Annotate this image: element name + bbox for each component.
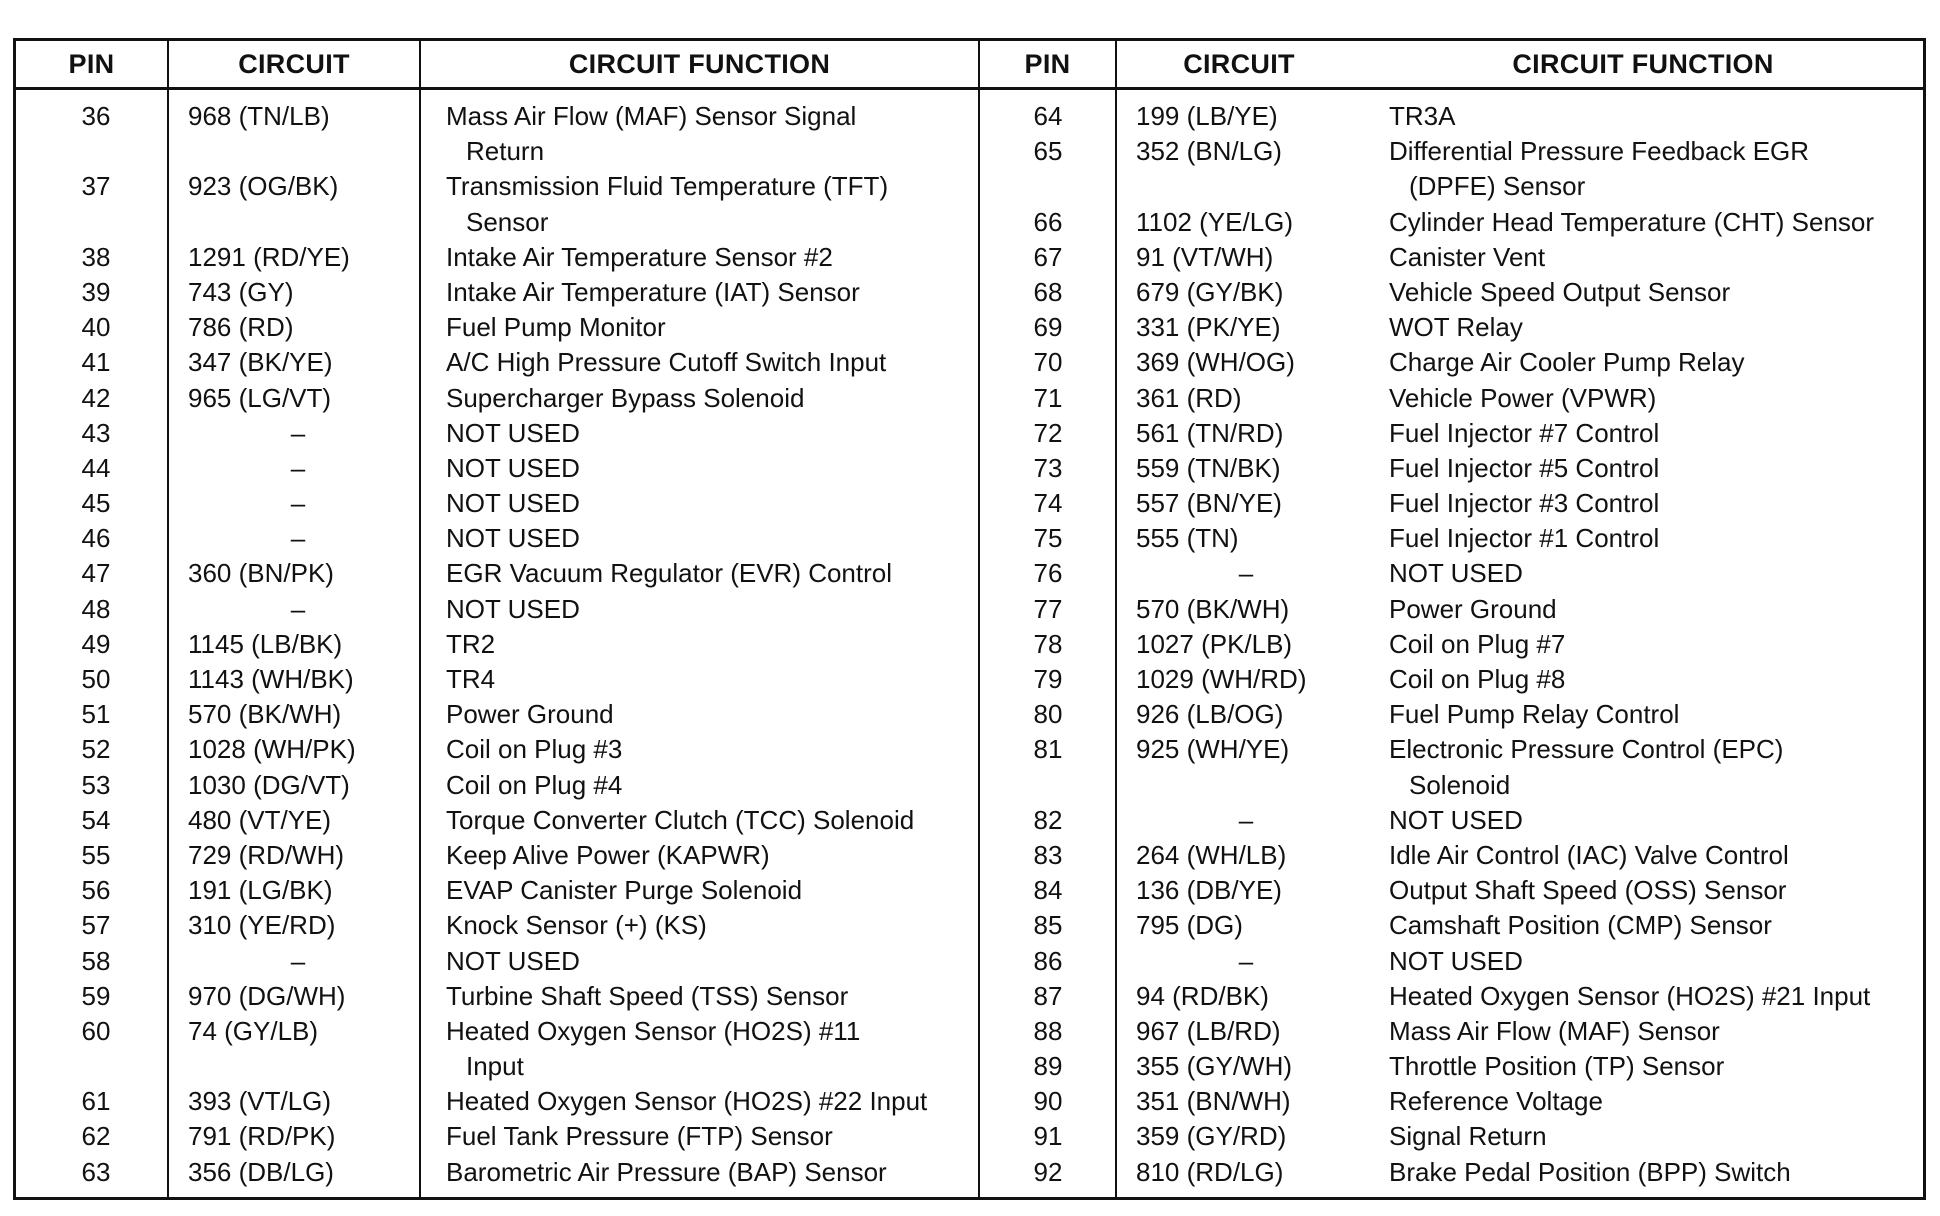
circuit-code: 561 (TN/RD) [1136,417,1284,448]
circuit-code: 331 (PK/YE) [1136,312,1281,343]
circuit-function: Power Ground [1389,593,1557,624]
pin-number: 67 [1033,241,1063,272]
circuit-code: – [290,523,306,554]
pin-number: 37 [81,171,111,202]
header-circuit-right: CIRCUIT [1183,48,1295,79]
circuit-function: Camshaft Position (CMP) Sensor [1389,910,1772,941]
pin-number: 47 [81,558,111,589]
circuit-code: 1028 (WH/PK) [188,734,356,765]
pin-number: 45 [81,488,111,519]
circuit-function: Charge Air Cooler Pump Relay [1389,347,1745,378]
pin-number: 55 [81,839,111,870]
circuit-code: 570 (BK/WH) [188,699,342,730]
pin-number: 57 [81,910,111,941]
circuit-code: 352 (BN/LG) [1136,136,1282,167]
pin-number: 74 [1033,488,1063,519]
pin-number: 39 [81,276,111,307]
circuit-code: 74 (GY/LB) [188,1015,319,1046]
pin-number: 68 [1033,276,1063,307]
circuit-function: Turbine Shaft Speed (TSS) Sensor [446,980,849,1011]
circuit-code: – [290,417,306,448]
circuit-code: 136 (DB/YE) [1136,875,1282,906]
pin-number: 73 [1033,452,1063,483]
circuit-code: 1030 (DG/VT) [188,769,350,800]
circuit-function: Fuel Injector #1 Control [1389,523,1660,554]
pin-number: 70 [1033,347,1063,378]
circuit-code: 1029 (WH/RD) [1136,664,1307,694]
spacer [46,134,146,169]
circuit-code: 480 (VT/YE) [188,804,332,835]
circuit-code: 925 (WH/YE) [1136,734,1290,765]
pin-number: 75 [1033,523,1063,554]
circuit-code: 679 (GY/BK) [1136,276,1284,307]
header-circuit-left: CIRCUIT [238,48,350,79]
circuit-code: 968 (TN/LB) [188,101,330,131]
circuit-function: EVAP Canister Purge Solenoid [446,875,803,906]
circuit-code: 356 (DB/LG) [188,1156,334,1187]
pin-number: 44 [81,452,111,483]
circuit-code: 369 (WH/OG) [1136,347,1295,378]
pin-number: 40 [81,312,111,343]
circuit-code: 310 (YE/RD) [188,910,336,941]
pin-number: 71 [1033,382,1063,413]
pin-number: 42 [81,382,111,413]
circuit-function: Fuel Tank Pressure (FTP) Sensor [446,1121,833,1152]
header-pin-right: PIN [1024,48,1071,79]
circuit-code: 351 (BN/WH) [1136,1086,1291,1117]
circuit-code: 359 (GY/RD) [1136,1121,1287,1152]
pin-number: 36 [81,101,111,131]
pin-number: 38 [81,241,111,272]
circuit-function: Intake Air Temperature Sensor #2 [446,241,833,272]
circuit-code: 795 (DG) [1136,910,1243,941]
circuit-function: A/C High Pressure Cutoff Switch Input [446,347,887,378]
circuit-function: (DPFE) Sensor [1409,171,1586,202]
circuit-function: TR2 [446,628,496,659]
pin-number: 87 [1033,980,1063,1011]
circuit-code: 94 (RD/BK) [1136,980,1269,1011]
circuit-code: 559 (TN/BK) [1136,452,1281,483]
column-divider [978,41,980,1197]
pin-number: 60 [81,1015,111,1046]
circuit-function: Cylinder Head Temperature (CHT) Sensor [1389,206,1875,237]
circuit-function: NOT USED [446,523,580,554]
pin-number: 78 [1033,628,1063,659]
circuit-function: NOT USED [1389,804,1523,835]
circuit-column-left [188,99,408,1190]
circuit-function: Fuel Injector #3 Control [1389,488,1660,519]
pin-number: 62 [81,1121,111,1152]
pin-number: 66 [1033,206,1063,237]
circuit-code: 91 (VT/WH) [1136,241,1274,272]
circuit-code: 743 (GY) [188,276,294,307]
pin-number: 81 [1033,734,1063,765]
pin-number: 84 [1033,875,1063,906]
circuit-function: NOT USED [1389,558,1523,589]
circuit-code: – [1238,804,1254,835]
pin-number: 63 [81,1156,111,1187]
spacer [46,1049,146,1084]
spacer [998,768,1098,803]
pin-number: 61 [81,1086,111,1117]
circuit-function: NOT USED [446,452,580,483]
circuit-code: 355 (GY/WH) [1136,1051,1293,1082]
circuit-function: Fuel Pump Monitor [446,312,666,343]
circuit-code: – [290,593,306,624]
circuit-function: NOT USED [446,488,580,519]
column-divider [1115,41,1117,1197]
circuit-function: Signal Return [1389,1121,1547,1152]
circuit-function: Heated Oxygen Sensor (HO2S) #21 Input [1389,980,1871,1011]
circuit-code: 1027 (PK/LB) [1136,628,1293,659]
circuit-code: 810 (RD/LG) [1136,1156,1284,1187]
circuit-function: NOT USED [446,945,580,976]
circuit-function: Coil on Plug #7 [1389,628,1566,659]
circuit-function: Throttle Position (TP) Sensor [1389,1051,1725,1082]
circuit-function: Canister Vent [1389,241,1546,272]
circuit-code: – [1238,945,1254,976]
pin-number: 72 [1033,417,1063,448]
pin-number: 51 [81,699,111,730]
pin-number: 48 [81,593,111,624]
column-divider [167,41,169,1197]
circuit-code: 965 (LG/VT) [188,382,332,413]
pin-number: 46 [81,523,111,554]
circuit-function: Intake Air Temperature (IAT) Sensor [446,276,860,307]
circuit-code: 791 (RD/PK) [188,1121,336,1152]
spacer [1136,169,1356,204]
pin-number: 52 [81,734,111,765]
circuit-function: Brake Pedal Position (BPP) Switch [1389,1156,1791,1187]
circuit-code: 393 (VT/LG) [188,1086,332,1117]
spacer [46,205,146,240]
pin-number: 50 [81,664,111,694]
circuit-code: 970 (DG/WH) [188,980,346,1011]
circuit-function: Coil on Plug #8 [1389,664,1566,694]
circuit-function: Barometric Air Pressure (BAP) Sensor [446,1156,887,1187]
circuit-code: 923 (OG/BK) [188,171,339,202]
circuit-code: 786 (RD) [188,312,294,343]
column-divider [419,41,421,1197]
pin-number: 77 [1033,593,1063,624]
pin-number: 64 [1033,101,1063,131]
circuit-function: Input [466,1051,524,1082]
circuit-function: Output Shaft Speed (OSS) Sensor [1389,875,1787,906]
circuit-code: 570 (BK/WH) [1136,593,1290,624]
pin-number: 83 [1033,839,1063,870]
circuit-code: 555 (TN) [1136,523,1239,554]
function-column-left [446,99,974,1190]
pin-number: 43 [81,417,111,448]
spacer [188,205,408,240]
spacer [1136,768,1356,803]
circuit-code: 347 (BK/YE) [188,347,333,378]
circuit-function: TR3A [1389,101,1456,131]
circuit-function: Sensor [466,206,549,237]
spacer [188,134,408,169]
pin-number: 49 [81,628,111,659]
circuit-function: Heated Oxygen Sensor (HO2S) #11 [446,1015,861,1046]
header-divider [16,87,1923,90]
circuit-code: – [290,945,306,976]
pin-number: 80 [1033,699,1063,730]
circuit-function: Return [466,136,545,167]
circuit-function: TR4 [446,664,496,694]
pin-number: 89 [1033,1051,1063,1082]
pin-number: 79 [1033,664,1063,694]
circuit-code: 926 (LB/OG) [1136,699,1284,730]
pin-column-right [998,99,1098,1190]
circuit-function: Power Ground [446,699,614,730]
pin-number: 54 [81,804,111,835]
pinout-table [13,38,1926,1200]
circuit-function: Coil on Plug #3 [446,734,623,765]
pin-number: 88 [1033,1015,1063,1046]
circuit-function: Vehicle Power (VPWR) [1389,382,1657,413]
pin-number: 76 [1033,558,1063,589]
circuit-code: 1145 (LB/BK) [188,628,343,659]
header-function-left: CIRCUIT FUNCTION [568,48,831,79]
circuit-code: 1143 (WH/BK) [188,664,354,694]
circuit-function: NOT USED [1389,945,1523,976]
circuit-function: Idle Air Control (IAC) Valve Control [1389,839,1789,870]
pin-number: 69 [1033,312,1063,343]
circuit-function: Keep Alive Power (KAPWR) [446,839,770,870]
circuit-code: 1291 (RD/YE) [188,241,350,272]
circuit-function: Vehicle Speed Output Sensor [1389,276,1731,307]
pin-number: 91 [1033,1121,1063,1152]
circuit-function: NOT USED [446,593,580,624]
circuit-code: 264 (WH/LB) [1136,839,1287,870]
circuit-function: Solenoid [1409,769,1511,800]
circuit-function: Heated Oxygen Sensor (HO2S) #22 Input [446,1086,928,1117]
circuit-code: 191 (LG/BK) [188,875,333,906]
circuit-code: 360 (BN/PK) [188,558,334,589]
circuit-function: Mass Air Flow (MAF) Sensor [1389,1015,1720,1046]
circuit-function: Electronic Pressure Control (EPC) [1389,734,1784,765]
circuit-function: Fuel Pump Relay Control [1389,699,1680,730]
circuit-code: 199 (LB/YE) [1136,101,1278,131]
header-function-right: CIRCUIT FUNCTION [1512,48,1774,79]
spacer [998,169,1098,204]
circuit-code: 729 (RD/WH) [188,839,345,870]
circuit-function: Knock Sensor (+) (KS) [446,910,707,941]
header-pin-left: PIN [68,48,115,79]
circuit-function: Supercharger Bypass Solenoid [446,382,805,413]
circuit-code: 1102 (YE/LG) [1136,206,1294,237]
circuit-function: Mass Air Flow (MAF) Sensor Signal [446,101,857,131]
pin-column-left [46,99,146,1190]
circuit-function: Fuel Injector #5 Control [1389,452,1660,483]
circuit-code: 557 (BN/YE) [1136,488,1282,519]
pin-number: 65 [1033,136,1063,167]
pin-number: 82 [1033,804,1063,835]
circuit-function: NOT USED [446,417,580,448]
spacer [188,1049,408,1084]
circuit-function: EGR Vacuum Regulator (EVR) Control [446,558,893,589]
circuit-code: 967 (LB/RD) [1136,1015,1281,1046]
pin-number: 85 [1033,910,1063,941]
pin-number: 41 [81,347,111,378]
circuit-code: 361 (RD) [1136,382,1242,413]
circuit-function: Torque Converter Clutch (TCC) Solenoid [446,804,915,835]
pin-number: 90 [1033,1086,1063,1117]
circuit-code: – [1238,558,1254,589]
circuit-column-right [1136,99,1356,1190]
pin-number: 59 [81,980,111,1011]
circuit-function: Coil on Plug #4 [446,769,623,800]
pin-number: 86 [1033,945,1063,976]
circuit-function: Transmission Fluid Temperature (TFT) [446,171,889,202]
circuit-function: Fuel Injector #7 Control [1389,417,1660,448]
pin-number: 56 [81,875,111,906]
circuit-code: – [290,488,306,519]
circuit-function: WOT Relay [1389,312,1523,343]
pin-number: 92 [1033,1156,1063,1187]
circuit-code: – [290,452,306,483]
pin-number: 53 [81,769,111,800]
pin-number: 58 [81,945,111,976]
circuit-function: Differential Pressure Feedback EGR [1389,136,1810,167]
circuit-function: Reference Voltage [1389,1086,1603,1117]
function-column-right [1389,99,1919,1190]
